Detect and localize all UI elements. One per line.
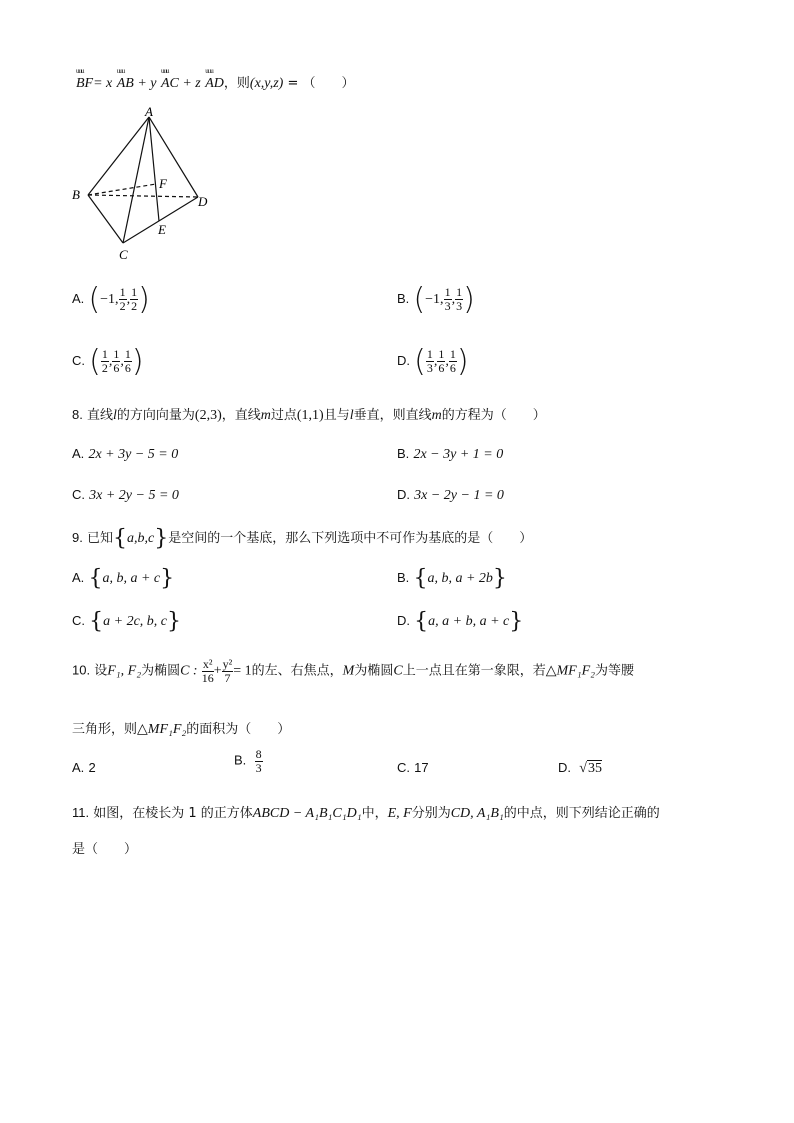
q7-option-a[interactable]: A. (−1, $\frac{1}{2}$ , $\frac{1}{2}$ ) bbox=[72, 282, 150, 317]
edge-ad bbox=[149, 117, 198, 197]
q7-option-b[interactable]: B. (−1, $\frac{1}{3}$ , $\frac{1}{3}$ ) bbox=[397, 282, 475, 317]
segment-ae bbox=[149, 117, 159, 221]
q10-option-d[interactable]: D. √35 bbox=[558, 760, 602, 776]
q9-option-d[interactable]: D. {a, a + b, a + c} bbox=[397, 609, 524, 634]
edge-ac bbox=[123, 117, 149, 243]
q7-equation: uuu BF= x uuu AB + y uuu AC + z uuu AD，则(x,y,z) = （ ） bbox=[76, 72, 355, 92]
edge-bd-hidden bbox=[88, 195, 198, 197]
q10-stem-line1: 10. 设F₁, F₂为椭圆C : $\frac{\text{x²}}{16}$ + $\frac{\text{y²}}{7}$ = 1的左、右焦点，M为椭圆C上一点且在第一象限，若△MF₁F₂为等腰 bbox=[72, 657, 635, 685]
q9-option-c[interactable]: C. {a + 2c, b, c} bbox=[72, 609, 182, 634]
q10-option-c[interactable]: C. 17 bbox=[397, 760, 429, 775]
tetrahedron-figure bbox=[70, 105, 220, 265]
label-e: E bbox=[158, 222, 166, 237]
label-a: A bbox=[145, 105, 153, 119]
q10-option-b[interactable]: B. $\frac{8}{3}$ bbox=[234, 747, 262, 775]
q9-option-a[interactable]: A. {a, b, a + c} bbox=[72, 566, 175, 591]
edge-ab bbox=[88, 117, 149, 195]
q10-option-a[interactable]: A. 2 bbox=[72, 760, 96, 775]
edge-bc bbox=[88, 195, 123, 243]
label-b: B bbox=[72, 187, 80, 202]
q8-option-c[interactable]: C. 3x + 2y − 5 = 0 bbox=[72, 487, 179, 503]
q11-stem-line1: 11. 如图，在棱长为 1 的正方体ABCD − A₁B₁C₁D₁中，E, F分别为CD, A₁B₁的中点，则下列结论正确的 bbox=[72, 805, 660, 821]
label-c: C bbox=[119, 247, 128, 262]
vec-bf: uuu BF bbox=[76, 76, 93, 92]
q8-stem: 8. 直线l的方向向量为(2,3)，直线m过点(1,1)且与l垂直，则直线m的方程为（ ） bbox=[72, 407, 546, 423]
q7-option-c[interactable]: C. ( $\frac{1}{2}$ , $\frac{1}{6}$ , $\frac{1}{6}$ ) bbox=[72, 344, 144, 379]
q8-option-b[interactable]: B. 2x − 3y + 1 = 0 bbox=[397, 446, 504, 462]
q10-stem-line2: 三角形，则△MF₁F₂的面积为（ ） bbox=[72, 722, 291, 737]
q11-stem-line2: 是（ ） bbox=[72, 842, 138, 857]
q8-option-d[interactable]: D. 3x − 2y − 1 = 0 bbox=[397, 487, 504, 503]
label-f: F bbox=[159, 176, 167, 191]
segment-bf-hidden bbox=[88, 184, 156, 195]
q9-option-b[interactable]: B. {a, b, a + 2b} bbox=[397, 566, 507, 591]
q9-stem: 9. 已知{a,b,c}是空间的一个基底，那么下列选项中不可作为基底的是（ ） bbox=[72, 526, 533, 551]
q8-option-a[interactable]: A. 2x + 3y − 5 = 0 bbox=[72, 446, 179, 462]
q7-option-d[interactable]: D. ( $\frac{1}{3}$ , $\frac{1}{6}$ , $\frac{1}{6}$ ) bbox=[397, 344, 469, 379]
label-d: D bbox=[198, 194, 208, 209]
